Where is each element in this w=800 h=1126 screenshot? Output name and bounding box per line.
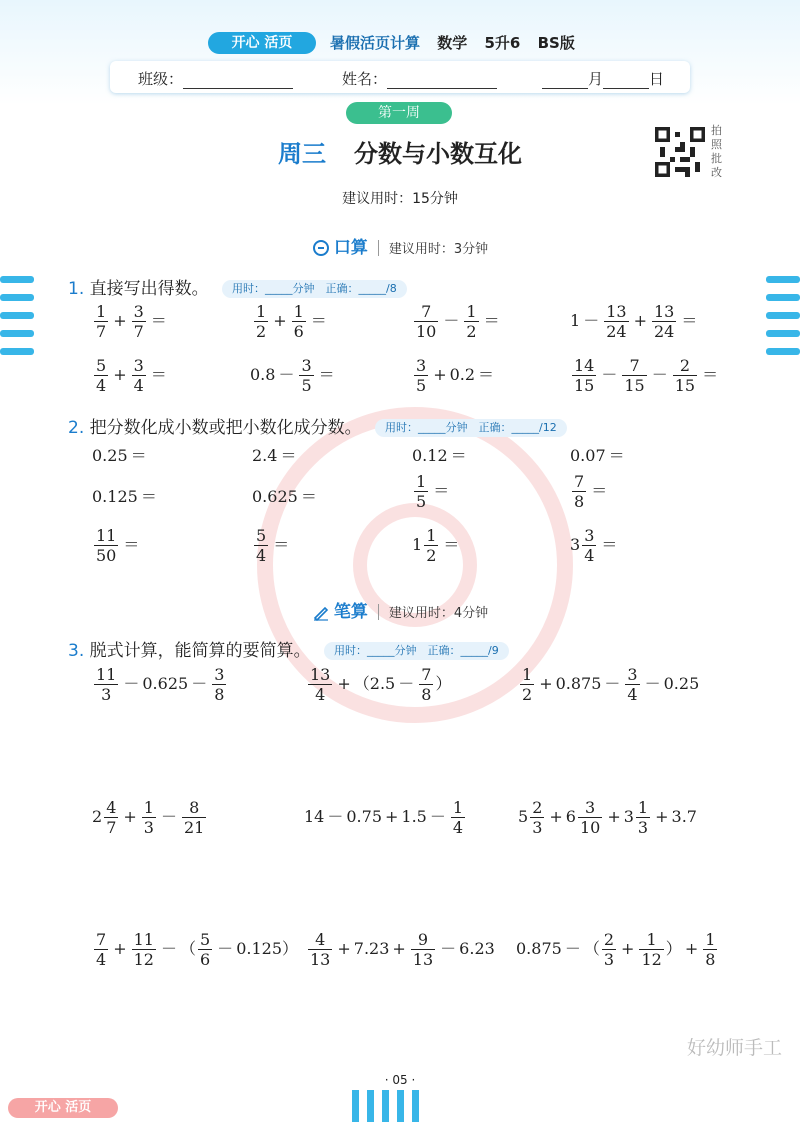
math-term: 1	[412, 535, 423, 554]
left-deco-bars	[0, 276, 34, 366]
numerator: 11	[133, 930, 154, 949]
math-term: ＝	[681, 311, 698, 330]
title-topic: 分数与小数互化	[354, 140, 522, 168]
fraction	[414, 472, 428, 511]
denominator: 13	[310, 950, 331, 969]
denominator: 15	[624, 376, 645, 395]
numerator: 3	[584, 526, 595, 545]
math-term: 3	[570, 535, 581, 554]
numerator: 9	[411, 930, 435, 950]
denominator: 15	[674, 376, 696, 395]
student-info-bar	[110, 61, 690, 93]
math-term: +	[539, 674, 553, 693]
fraction	[132, 356, 146, 395]
question-3-tag: 用时：_____分钟 正确：_____/9	[324, 642, 509, 660]
math-term: +	[621, 939, 635, 958]
question-3-text: 脱式计算，能简算的要简算。	[89, 641, 311, 661]
math-term: ＝	[433, 481, 450, 500]
expression	[570, 356, 721, 395]
math-term: ）	[282, 939, 299, 958]
grade: 5升6	[484, 34, 521, 52]
denominator: 5	[416, 376, 427, 395]
fraction	[424, 526, 438, 565]
math-term: 1.5	[401, 807, 427, 826]
week-badge: 第一周	[346, 102, 452, 124]
math-term: ＝	[150, 365, 167, 384]
math-term: 0.07	[570, 446, 606, 465]
denominator: 3	[532, 818, 543, 837]
calculator-icon	[312, 239, 330, 257]
numerator: 7	[96, 930, 107, 949]
math-term: 0.25	[663, 674, 700, 693]
day-field[interactable]	[603, 74, 649, 89]
math-term: ）	[665, 939, 682, 958]
math-term: +	[655, 807, 669, 826]
expression	[412, 302, 503, 341]
math-term: －	[327, 807, 344, 826]
numerator: 3	[214, 665, 225, 684]
fraction	[414, 302, 438, 341]
numerator: 2	[603, 930, 615, 949]
expression	[304, 798, 467, 837]
fraction	[530, 798, 544, 837]
fraction	[104, 798, 118, 837]
math-term: 2.5	[369, 674, 396, 693]
page-number: · 05 ·	[384, 1073, 416, 1087]
expression	[92, 484, 160, 507]
expression	[518, 665, 699, 704]
denominator: 21	[183, 818, 205, 837]
math-term: ＝	[140, 487, 157, 506]
math-term: 2.4	[252, 446, 278, 465]
math-term: +	[607, 807, 621, 826]
denominator: 7	[106, 818, 117, 837]
expression	[412, 526, 462, 565]
numerator: 3	[133, 302, 144, 321]
section-written-time: 建议用时：4分钟	[388, 606, 489, 621]
math-term: 7.23	[353, 939, 390, 958]
fraction	[604, 302, 628, 341]
math-term: ＝	[608, 446, 625, 465]
numerator: 5	[96, 356, 107, 375]
numerator: 1	[522, 665, 533, 684]
fraction	[464, 302, 478, 341]
question-2-tag: 用时：_____分钟 正确：_____/12	[375, 419, 567, 437]
fraction	[94, 356, 108, 395]
expression	[412, 443, 470, 466]
math-term: －	[123, 674, 140, 693]
numerator: 1	[452, 798, 464, 817]
expression	[570, 302, 700, 341]
math-term: 0.125	[92, 487, 138, 506]
fraction	[182, 798, 206, 837]
denominator: 4	[584, 546, 595, 565]
math-term: +	[273, 311, 287, 330]
denominator: 50	[96, 546, 117, 565]
numerator: 7	[574, 472, 585, 491]
numerator: 1	[466, 302, 477, 321]
math-term: 6	[565, 807, 576, 826]
numerator: 8	[182, 798, 206, 818]
denominator: 10	[416, 322, 437, 341]
book-title: 暑假活页计算	[330, 34, 421, 52]
math-term: 0.75	[346, 807, 382, 826]
fraction	[94, 665, 118, 704]
math-term: －	[398, 674, 415, 693]
expression	[252, 484, 320, 507]
math-term: 0.875	[516, 939, 562, 958]
denominator: 4	[315, 685, 326, 704]
fraction	[254, 302, 268, 341]
denominator: 8	[574, 492, 585, 511]
math-term: －	[191, 674, 208, 693]
denominator: 12	[133, 950, 154, 969]
fraction	[572, 472, 586, 511]
numerator: 1	[639, 930, 663, 950]
math-term: －	[604, 674, 621, 693]
question-2	[68, 413, 567, 438]
fraction	[132, 930, 156, 969]
section-oral-header	[0, 233, 800, 258]
numerator: 13	[653, 302, 675, 321]
fraction	[94, 302, 108, 341]
math-term: +	[113, 365, 127, 384]
denominator: 6	[293, 322, 304, 341]
month-label: 月	[588, 70, 604, 88]
denominator: 2	[466, 322, 477, 341]
expression	[412, 472, 452, 511]
denominator: 12	[641, 950, 662, 969]
math-term: （	[179, 939, 196, 958]
expression	[306, 665, 451, 704]
numerator: 3	[133, 356, 144, 375]
math-term: 3.7	[671, 807, 697, 826]
math-term: ＝	[130, 446, 147, 465]
numerator: 1	[416, 472, 427, 491]
math-term: －	[160, 939, 177, 958]
fraction	[308, 665, 332, 704]
fraction	[451, 798, 465, 837]
fraction	[582, 526, 596, 565]
math-term: 0.25	[92, 446, 128, 465]
class-field[interactable]	[183, 74, 293, 89]
expression	[412, 356, 497, 395]
brand-logo: 开心 活页	[208, 32, 316, 54]
expression	[92, 443, 150, 466]
denominator: 6	[199, 950, 211, 969]
expression	[252, 302, 330, 341]
section-oral-time: 建议用时：3分钟	[388, 242, 489, 257]
fraction	[411, 930, 435, 969]
denominator: 4	[96, 376, 107, 395]
fraction	[414, 356, 428, 395]
suggested-time: 建议用时：15分钟	[342, 191, 458, 207]
expression	[252, 443, 299, 466]
math-term: 0.12	[412, 446, 448, 465]
math-term: 0.875	[555, 674, 602, 693]
numerator: 2	[673, 356, 697, 376]
numerator: 1	[705, 930, 716, 949]
denominator: 5	[301, 376, 312, 395]
section-written-header	[0, 597, 800, 622]
expression	[92, 526, 142, 565]
math-term: ）	[435, 674, 452, 693]
denominator: 3	[637, 818, 649, 837]
fraction	[299, 356, 313, 395]
math-term: +	[113, 311, 127, 330]
numerator: 13	[606, 302, 627, 321]
math-term: 0.2	[449, 365, 476, 384]
footer-logo: 开心 活页	[8, 1098, 118, 1118]
math-term: ＝	[601, 535, 618, 554]
fraction	[673, 356, 697, 395]
numerator: 11	[96, 526, 117, 545]
denominator: 3	[143, 818, 154, 837]
expression	[92, 798, 208, 837]
math-term: －	[440, 939, 457, 958]
expression	[252, 526, 292, 565]
question-2-number: 2.	[68, 418, 85, 438]
math-term: ＝	[591, 481, 608, 500]
question-1	[68, 274, 407, 299]
math-term: －	[651, 365, 668, 384]
numerator: 1	[637, 798, 649, 817]
denominator: 10	[579, 818, 601, 837]
math-term: （	[353, 674, 370, 693]
question-1-text: 直接写出得数。	[89, 279, 209, 299]
question-3-number: 3.	[68, 641, 85, 661]
fraction	[636, 798, 650, 837]
math-term: －	[160, 807, 177, 826]
math-term: +	[684, 939, 699, 958]
qr-code-icon[interactable]	[655, 127, 705, 177]
title-day: 周三	[278, 140, 326, 168]
math-term: +	[123, 807, 137, 826]
math-term: ＝	[702, 365, 719, 384]
month-field[interactable]	[542, 74, 588, 89]
denominator: 13	[412, 950, 434, 969]
fraction	[520, 665, 534, 704]
denominator: 4	[452, 818, 464, 837]
numerator: 11	[96, 665, 117, 684]
numerator: 1	[426, 526, 437, 545]
math-term: ＝	[450, 446, 467, 465]
math-term: －	[644, 674, 661, 693]
subject: 数学	[437, 34, 468, 52]
denominator: 8	[421, 685, 432, 704]
math-term: +	[337, 939, 351, 958]
math-term: 14	[304, 807, 325, 826]
fraction	[132, 302, 146, 341]
numerator: 7	[421, 665, 432, 684]
math-term: （	[583, 939, 600, 958]
denominator: 4	[133, 376, 144, 395]
math-term: ＝	[478, 365, 495, 384]
denominator: 2	[522, 685, 533, 704]
numerator: 2	[532, 798, 543, 817]
math-term: 5	[518, 807, 529, 826]
numerator: 1	[256, 302, 267, 321]
expression	[570, 526, 620, 565]
denominator: 3	[603, 950, 615, 969]
math-term: +	[392, 939, 406, 958]
numerator: 3	[578, 798, 602, 818]
math-term: 2	[92, 807, 103, 826]
expression	[518, 798, 697, 837]
denominator: 15	[574, 376, 595, 395]
bottom-deco-bars	[352, 1090, 427, 1126]
math-term: －	[601, 365, 618, 384]
numerator: 7	[414, 302, 438, 322]
denominator: 4	[96, 950, 107, 969]
math-term: －	[564, 939, 581, 958]
math-term: +	[549, 807, 563, 826]
right-deco-bars	[766, 276, 800, 366]
numerator: 3	[627, 665, 638, 684]
name-label: 姓名：	[342, 70, 388, 88]
denominator: 2	[426, 546, 437, 565]
math-term: ＝	[280, 446, 297, 465]
fraction	[572, 356, 596, 395]
math-term: ＝	[123, 535, 140, 554]
fraction	[308, 930, 332, 969]
expression	[570, 443, 628, 466]
denominator: 7	[133, 322, 144, 341]
math-term: ＝	[310, 311, 327, 330]
math-term: 1	[570, 311, 581, 330]
fraction	[212, 665, 226, 704]
denominator: 4	[627, 685, 638, 704]
expression	[250, 356, 338, 395]
fraction	[292, 302, 306, 341]
math-term: －	[217, 939, 234, 958]
math-term: +	[433, 365, 447, 384]
fraction	[419, 665, 433, 704]
math-term: 3	[623, 807, 634, 826]
denominator: 7	[96, 322, 107, 341]
math-term: ＝	[443, 535, 460, 554]
math-term: －	[583, 311, 600, 330]
fraction	[639, 930, 663, 969]
question-2-text: 把分数化成小数或把小数化成分数。	[89, 418, 362, 438]
fraction	[94, 526, 118, 565]
math-term: ＝	[150, 311, 167, 330]
fraction	[602, 930, 616, 969]
header-title	[330, 32, 587, 53]
math-term: +	[337, 674, 351, 693]
math-term: 0.625	[252, 487, 298, 506]
expression	[306, 930, 495, 969]
fraction	[622, 356, 646, 395]
denominator: 5	[416, 492, 427, 511]
math-term: 0.125	[236, 939, 282, 958]
question-1-number: 1.	[68, 279, 85, 299]
numerator: 3	[416, 356, 427, 375]
denominator: 4	[256, 546, 267, 565]
math-term: －	[443, 311, 460, 330]
denominator: 24	[606, 322, 627, 341]
math-term: +	[633, 311, 647, 330]
math-term: －	[429, 807, 446, 826]
numerator: 4	[308, 930, 332, 950]
numerator: 1	[96, 302, 107, 321]
numerator: 5	[199, 930, 211, 949]
denominator: 24	[653, 322, 675, 341]
numerator: 13	[310, 665, 331, 684]
fraction	[94, 930, 108, 969]
math-term: ＝	[273, 535, 290, 554]
watermark-text: 好幼师手工	[686, 1037, 782, 1059]
fraction	[578, 798, 602, 837]
denominator: 3	[101, 685, 112, 704]
numerator: 1	[143, 798, 154, 817]
fraction	[142, 798, 156, 837]
fraction	[625, 665, 639, 704]
math-term: 0.8	[250, 365, 276, 384]
expression	[92, 930, 298, 969]
name-field[interactable]	[387, 74, 497, 89]
question-3	[68, 636, 509, 661]
math-term: 6.23	[459, 939, 495, 958]
expression	[570, 472, 610, 511]
math-term: +	[113, 939, 127, 958]
numerator: 1	[293, 302, 304, 321]
math-term: －	[278, 365, 295, 384]
day-label: 日	[649, 70, 665, 88]
pencil-icon	[312, 603, 330, 621]
math-term: +	[385, 807, 399, 826]
section-oral-name: 口算	[333, 238, 368, 258]
question-1-tag: 用时：_____分钟 正确：_____/8	[222, 280, 407, 298]
denominator: 8	[214, 685, 225, 704]
expression	[92, 302, 170, 341]
math-term: 0.625	[142, 674, 189, 693]
class-label: 班级：	[138, 70, 184, 88]
math-term: ＝	[318, 365, 335, 384]
expression	[516, 930, 719, 969]
expression	[92, 665, 228, 704]
expression	[92, 356, 170, 395]
numerator: 5	[256, 526, 267, 545]
qr-caption: 拍照批改	[711, 124, 722, 179]
denominator: 2	[256, 322, 267, 341]
math-term: ＝	[300, 487, 317, 506]
fraction	[703, 930, 717, 969]
edition: BS版	[537, 34, 575, 52]
numerator: 7	[622, 356, 646, 376]
math-term: ＝	[483, 311, 500, 330]
denominator: 8	[705, 950, 716, 969]
fraction	[652, 302, 676, 341]
numerator: 3	[301, 356, 312, 375]
section-written-name: 笔算	[333, 602, 368, 622]
fraction	[198, 930, 212, 969]
numerator: 4	[106, 798, 117, 817]
fraction	[254, 526, 268, 565]
numerator: 14	[574, 356, 595, 375]
